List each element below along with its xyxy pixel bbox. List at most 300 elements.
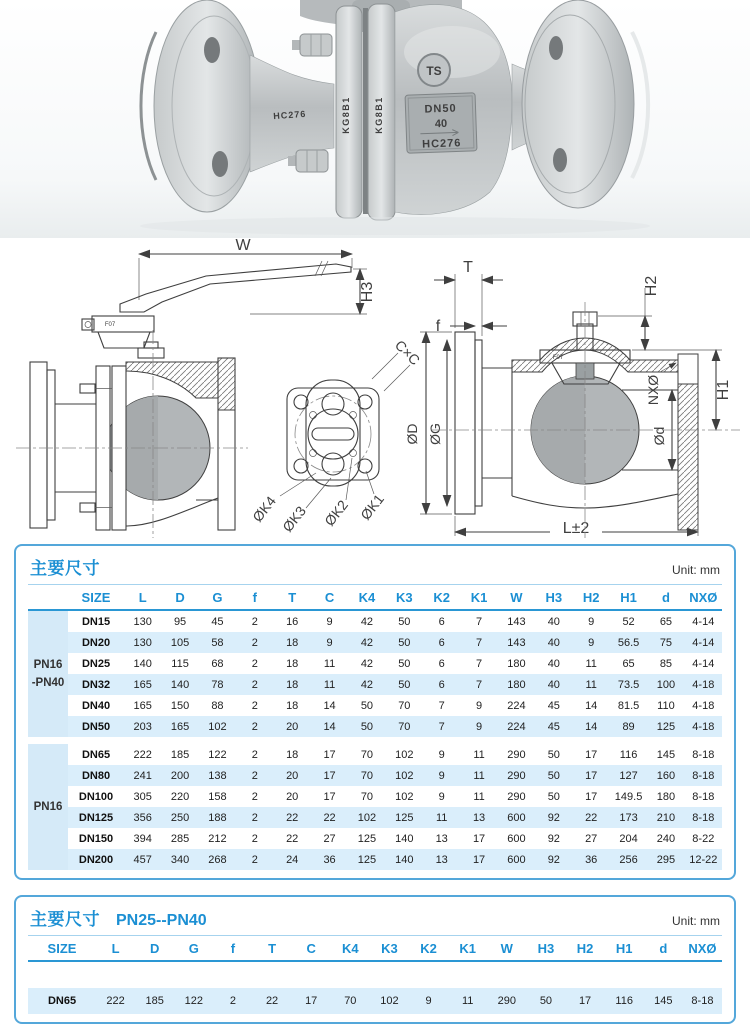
value-cell: 102 bbox=[348, 807, 385, 828]
value-cell: 17 bbox=[585, 790, 598, 803]
value-cell: 2 bbox=[236, 716, 273, 737]
plate-material: HC276 bbox=[421, 137, 462, 151]
value-cell: 56.5 bbox=[610, 632, 647, 653]
value-cell: 8-18 bbox=[683, 988, 722, 1014]
joint-cast-marking: KG8B1 bbox=[374, 96, 384, 134]
value-cell: 9 bbox=[573, 632, 610, 653]
value-cell: 116 bbox=[605, 988, 644, 1014]
dimension-drawings bbox=[0, 238, 750, 540]
value-cell: 50 bbox=[348, 716, 385, 737]
value-cell: 290 bbox=[507, 748, 526, 761]
value-cell: 20 bbox=[274, 765, 311, 786]
value-cell: 11 bbox=[585, 657, 597, 670]
value-cell: 2 bbox=[251, 657, 258, 670]
value-cell: 138 bbox=[199, 765, 236, 786]
value-cell: 42 bbox=[348, 632, 385, 653]
column-header: G bbox=[174, 936, 213, 961]
column-header: W bbox=[487, 936, 526, 961]
main-dimensions-panel bbox=[14, 544, 736, 880]
value-cell: 290 bbox=[507, 790, 526, 803]
handle-outline bbox=[120, 264, 351, 312]
value-cell: 81.5 bbox=[617, 699, 640, 712]
value-cell: 68 bbox=[211, 657, 224, 670]
value-cell: 17 bbox=[311, 765, 348, 786]
size-cell: DN65 bbox=[28, 988, 96, 1014]
nameplate bbox=[405, 93, 477, 153]
dim-label-h2: H2 bbox=[643, 275, 660, 297]
value-cell: 240 bbox=[656, 832, 676, 845]
value-cell: 9 bbox=[423, 765, 460, 786]
value-cell: 40 bbox=[535, 632, 572, 653]
size-cell: DN125 bbox=[68, 807, 124, 828]
bolt-hole bbox=[212, 151, 228, 177]
value-cell: 11 bbox=[448, 988, 487, 1014]
value-cell: 100 bbox=[647, 674, 684, 695]
value-cell: 125 bbox=[386, 807, 423, 828]
value-cell: 22 bbox=[253, 988, 292, 1014]
value-cell: 305 bbox=[133, 790, 152, 803]
value-cell: 145 bbox=[656, 748, 676, 761]
column-header: f bbox=[213, 936, 252, 961]
size-cell: DN25 bbox=[81, 657, 111, 670]
bolt-hole bbox=[204, 37, 220, 63]
value-cell: 58 bbox=[199, 632, 236, 653]
column-header: SIZE bbox=[28, 936, 96, 961]
value-cell: 256 bbox=[610, 849, 647, 870]
value-cell: 9 bbox=[438, 790, 445, 803]
value-cell: 17 bbox=[573, 765, 610, 786]
value-cell: 16 bbox=[286, 615, 299, 628]
value-cell: 356 bbox=[124, 807, 161, 828]
value-cell: 290 bbox=[487, 988, 526, 1014]
table-row bbox=[28, 807, 722, 828]
panel-title: 主要尺寸 bbox=[30, 559, 100, 578]
value-cell: 75 bbox=[647, 632, 684, 653]
value-cell: 14 bbox=[573, 716, 610, 737]
value-cell: 127 bbox=[610, 765, 647, 786]
value-cell: 18 bbox=[274, 632, 311, 653]
value-cell: 9 bbox=[588, 615, 595, 628]
column-header: T bbox=[274, 585, 311, 610]
dim-label-d-big: ØD bbox=[404, 423, 420, 445]
size-cell: DN65 bbox=[81, 748, 111, 761]
value-cell: 7 bbox=[423, 716, 460, 737]
value-cell: 11 bbox=[473, 790, 485, 803]
table-row bbox=[28, 765, 722, 786]
column-header: K3 bbox=[370, 936, 409, 961]
value-cell: 12-22 bbox=[685, 849, 722, 870]
value-cell: 50 bbox=[526, 988, 565, 1014]
value-cell: 130 bbox=[133, 615, 152, 628]
column-header: d bbox=[647, 585, 684, 610]
value-cell: 24 bbox=[274, 849, 311, 870]
value-cell: 42 bbox=[360, 615, 374, 628]
value-cell: 7 bbox=[460, 632, 497, 653]
value-cell: 115 bbox=[171, 657, 189, 670]
plate-pn: 40 bbox=[434, 117, 448, 131]
value-cell: 102 bbox=[395, 748, 414, 761]
value-cell: 17 bbox=[292, 988, 331, 1014]
dim-label-g: ØG bbox=[427, 423, 443, 445]
value-cell: 7 bbox=[460, 674, 497, 695]
value-cell: 9 bbox=[476, 699, 483, 712]
value-cell: 17 bbox=[323, 748, 336, 761]
column-header: K2 bbox=[423, 585, 460, 610]
neck-cast-marking: HC276 bbox=[272, 108, 307, 122]
value-cell: 17 bbox=[585, 748, 598, 761]
bolt-hole bbox=[553, 148, 567, 172]
group-column-header bbox=[28, 585, 68, 610]
value-cell: 17 bbox=[460, 849, 497, 870]
column-header: K3 bbox=[386, 585, 423, 610]
pn25-pn40-dimensions-panel bbox=[14, 895, 736, 1024]
value-cell: 50 bbox=[547, 790, 560, 803]
value-cell: 165 bbox=[133, 699, 152, 712]
dim-label-k2: ØK2 bbox=[321, 496, 351, 529]
column-header: W bbox=[498, 585, 535, 610]
value-cell: 50 bbox=[547, 748, 560, 761]
value-cell: 130 bbox=[124, 632, 161, 653]
value-cell: 9 bbox=[438, 748, 445, 761]
value-cell: 40 bbox=[547, 657, 560, 670]
value-cell: 40 bbox=[547, 615, 560, 628]
value-cell: 9 bbox=[460, 716, 497, 737]
table-spacer bbox=[28, 961, 722, 988]
value-cell: 70 bbox=[348, 765, 385, 786]
value-cell: 14 bbox=[311, 716, 348, 737]
value-cell: 9 bbox=[326, 615, 333, 628]
value-cell: 4-14 bbox=[692, 615, 715, 628]
bolt-hole bbox=[549, 36, 563, 60]
svg-text:TS: TS bbox=[426, 64, 442, 78]
value-cell: 45 bbox=[211, 615, 224, 628]
value-cell: 45 bbox=[547, 699, 560, 712]
column-header: G bbox=[199, 585, 236, 610]
valve-dimension-drawing bbox=[0, 238, 750, 540]
value-cell: 40 bbox=[535, 674, 572, 695]
value-cell: 2 bbox=[236, 765, 273, 786]
value-cell: 2 bbox=[251, 699, 258, 712]
value-cell: 185 bbox=[135, 988, 174, 1014]
size-cell: DN15 bbox=[81, 615, 111, 628]
value-cell: 2 bbox=[236, 632, 273, 653]
value-cell: 22 bbox=[286, 832, 299, 845]
value-cell: 2 bbox=[236, 674, 273, 695]
value-cell: 6 bbox=[423, 632, 460, 653]
value-cell: 65 bbox=[659, 615, 673, 628]
plate-dn: DN50 bbox=[424, 102, 457, 116]
size-cell: DN100 bbox=[78, 790, 114, 803]
column-header: H3 bbox=[526, 936, 565, 961]
value-cell: 70 bbox=[360, 748, 374, 761]
value-cell: 150 bbox=[170, 699, 190, 712]
value-cell: 160 bbox=[647, 765, 684, 786]
value-cell: 2 bbox=[251, 615, 258, 628]
column-header: T bbox=[253, 936, 292, 961]
value-cell: 165 bbox=[161, 716, 198, 737]
value-cell: 241 bbox=[124, 765, 161, 786]
value-cell: 50 bbox=[398, 615, 411, 628]
value-cell: 102 bbox=[386, 765, 423, 786]
dim-label-k3: ØK3 bbox=[279, 502, 309, 535]
panel-subtitle: PN25--PN40 bbox=[116, 912, 207, 929]
value-cell: 8-22 bbox=[692, 832, 715, 845]
value-cell: 50 bbox=[398, 657, 411, 670]
value-cell: 165 bbox=[124, 674, 161, 695]
size-cell: DN150 bbox=[78, 832, 114, 845]
dim-label-d-small: Ød bbox=[651, 426, 667, 446]
table-row bbox=[28, 786, 722, 807]
value-cell: 18 bbox=[286, 699, 299, 712]
column-header: H2 bbox=[566, 936, 605, 961]
value-cell: 8-18 bbox=[685, 807, 722, 828]
column-header: K1 bbox=[448, 936, 487, 961]
value-cell: 27 bbox=[585, 832, 598, 845]
table-row bbox=[28, 674, 722, 695]
column-header: K1 bbox=[460, 585, 497, 610]
value-cell: 27 bbox=[323, 832, 336, 845]
value-cell: 125 bbox=[348, 849, 385, 870]
column-header: H1 bbox=[610, 585, 647, 610]
value-cell: 224 bbox=[507, 699, 526, 712]
value-cell: 4-18 bbox=[685, 716, 722, 737]
column-header: SIZE bbox=[68, 585, 124, 610]
value-cell: 180 bbox=[507, 657, 526, 670]
dim-label-h1: H1 bbox=[715, 379, 732, 401]
value-cell: 158 bbox=[208, 790, 227, 803]
column-header: f bbox=[236, 585, 273, 610]
value-cell: 42 bbox=[348, 674, 385, 695]
dim-label-f: f bbox=[435, 318, 441, 335]
value-cell: 102 bbox=[370, 988, 409, 1014]
value-cell: 70 bbox=[360, 790, 374, 803]
size-cell: DN80 bbox=[68, 765, 124, 786]
value-cell: 122 bbox=[174, 988, 213, 1014]
value-cell: 89 bbox=[610, 716, 647, 737]
value-cell: 2 bbox=[213, 988, 252, 1014]
mounting-pad-face-view bbox=[249, 337, 423, 535]
value-cell: 9 bbox=[409, 988, 448, 1014]
value-cell: 92 bbox=[535, 849, 572, 870]
column-header: H2 bbox=[573, 585, 610, 610]
value-cell: 8-18 bbox=[692, 748, 715, 761]
table-row bbox=[28, 988, 722, 1014]
value-cell: 92 bbox=[535, 807, 572, 828]
value-cell: 4-18 bbox=[692, 699, 715, 712]
value-cell: 220 bbox=[170, 790, 190, 803]
value-cell: 50 bbox=[386, 674, 423, 695]
value-cell: 600 bbox=[498, 849, 535, 870]
table-row bbox=[28, 695, 722, 716]
unit-label: Unit: mm bbox=[672, 563, 720, 577]
value-cell: 17 bbox=[566, 988, 605, 1014]
value-cell: 140 bbox=[395, 832, 414, 845]
value-cell: 222 bbox=[133, 748, 152, 761]
value-cell: 122 bbox=[208, 748, 227, 761]
value-cell: 14 bbox=[323, 699, 336, 712]
value-cell: 50 bbox=[360, 699, 374, 712]
value-cell: 102 bbox=[395, 790, 414, 803]
value-cell: 457 bbox=[124, 849, 161, 870]
value-cell: 17 bbox=[472, 832, 486, 845]
value-cell: 88 bbox=[211, 699, 224, 712]
value-cell: 8-18 bbox=[692, 790, 715, 803]
value-cell: 22 bbox=[573, 807, 610, 828]
value-cell: 143 bbox=[498, 632, 535, 653]
column-header: L bbox=[96, 936, 135, 961]
value-cell: 185 bbox=[170, 748, 190, 761]
value-cell: 116 bbox=[619, 748, 638, 761]
ground-shadow bbox=[140, 217, 650, 235]
value-cell: 11 bbox=[423, 807, 460, 828]
value-cell: 6 bbox=[438, 615, 445, 628]
value-cell: 188 bbox=[199, 807, 236, 828]
value-cell: 143 bbox=[507, 615, 526, 628]
table-row bbox=[28, 716, 722, 737]
value-cell: 7 bbox=[476, 657, 483, 670]
value-cell: 173 bbox=[610, 807, 647, 828]
value-cell: 73.5 bbox=[610, 674, 647, 695]
value-cell: 18 bbox=[286, 748, 299, 761]
column-header: NXØ bbox=[683, 936, 722, 961]
dim-label-h3: H3 bbox=[359, 281, 376, 303]
pn25-pn40-dimensions-table bbox=[28, 936, 722, 1014]
value-cell: 45 bbox=[535, 716, 572, 737]
value-cell: 2 bbox=[251, 832, 258, 845]
value-cell: 42 bbox=[360, 657, 374, 670]
value-cell: 2 bbox=[251, 748, 258, 761]
value-cell: 290 bbox=[498, 765, 535, 786]
value-cell: 4-18 bbox=[685, 674, 722, 695]
value-cell: 224 bbox=[498, 716, 535, 737]
value-cell: 7 bbox=[438, 699, 445, 712]
value-cell: 50 bbox=[535, 765, 572, 786]
value-cell: 2 bbox=[236, 849, 273, 870]
unit-label: Unit: mm bbox=[672, 914, 720, 928]
value-cell: 7 bbox=[476, 615, 483, 628]
value-cell: 140 bbox=[133, 657, 152, 670]
value-cell: 52 bbox=[622, 615, 635, 628]
value-cell: 180 bbox=[656, 790, 676, 803]
value-cell: 180 bbox=[498, 674, 535, 695]
value-cell: 2 bbox=[236, 807, 273, 828]
column-header: D bbox=[135, 936, 174, 961]
value-cell: 20 bbox=[274, 716, 311, 737]
table-row bbox=[28, 653, 722, 674]
value-cell: 200 bbox=[161, 765, 198, 786]
table-row bbox=[28, 632, 722, 653]
value-cell: 14 bbox=[585, 699, 598, 712]
value-cell: 50 bbox=[386, 632, 423, 653]
column-header: d bbox=[644, 936, 683, 961]
value-cell: 70 bbox=[386, 716, 423, 737]
value-cell: 11 bbox=[460, 765, 497, 786]
value-cell: 4-14 bbox=[692, 657, 715, 670]
value-cell: 18 bbox=[286, 657, 299, 670]
value-cell: 4-14 bbox=[685, 632, 722, 653]
value-cell: 600 bbox=[507, 832, 526, 845]
value-cell: 78 bbox=[199, 674, 236, 695]
column-header: K4 bbox=[348, 585, 385, 610]
dim-label-cxc: C×C bbox=[391, 336, 424, 369]
value-cell: 125 bbox=[647, 716, 684, 737]
value-cell: 11 bbox=[473, 748, 485, 761]
value-cell: 36 bbox=[311, 849, 348, 870]
value-cell: 210 bbox=[647, 807, 684, 828]
panel-header bbox=[28, 903, 722, 931]
value-cell: 13 bbox=[460, 807, 497, 828]
pressure-group-label: PN16 -PN40 bbox=[28, 610, 68, 737]
value-cell: 105 bbox=[161, 632, 198, 653]
value-cell: 11 bbox=[311, 674, 348, 695]
value-cell: 22 bbox=[311, 807, 348, 828]
value-cell: 36 bbox=[573, 849, 610, 870]
value-cell: 102 bbox=[199, 716, 236, 737]
value-cell: 95 bbox=[173, 615, 187, 628]
side-view bbox=[404, 259, 740, 538]
table-row bbox=[28, 610, 722, 632]
value-cell: 70 bbox=[398, 699, 411, 712]
size-cell: DN50 bbox=[68, 716, 124, 737]
value-cell: 340 bbox=[161, 849, 198, 870]
value-cell: 600 bbox=[498, 807, 535, 828]
joint-cast-marking: KG8B1 bbox=[341, 96, 351, 134]
value-cell: 125 bbox=[357, 832, 377, 845]
value-cell: 18 bbox=[274, 674, 311, 695]
dim-label-k1: ØK1 bbox=[357, 490, 387, 523]
value-cell: 85 bbox=[659, 657, 673, 670]
value-cell: 394 bbox=[133, 832, 152, 845]
value-cell: 6 bbox=[423, 674, 460, 695]
table-row bbox=[28, 849, 722, 870]
column-header: NXØ bbox=[685, 585, 722, 610]
value-cell: 70 bbox=[331, 988, 370, 1014]
value-cell: 6 bbox=[438, 657, 445, 670]
value-cell: 13 bbox=[435, 832, 448, 845]
ts-stamp bbox=[418, 54, 450, 86]
value-cell: 212 bbox=[208, 832, 227, 845]
table-row bbox=[28, 744, 722, 765]
value-cell: 222 bbox=[96, 988, 135, 1014]
value-cell: 140 bbox=[386, 849, 423, 870]
dim-label-nxd: NXØ bbox=[645, 374, 661, 406]
value-cell: 13 bbox=[423, 849, 460, 870]
value-cell: 149.5 bbox=[614, 790, 643, 803]
value-cell: 65 bbox=[622, 657, 635, 670]
value-cell: 250 bbox=[161, 807, 198, 828]
column-header: D bbox=[161, 585, 198, 610]
value-cell: 140 bbox=[161, 674, 198, 695]
column-header: L bbox=[124, 585, 161, 610]
pad-label: F07 bbox=[552, 355, 564, 361]
value-cell: 203 bbox=[124, 716, 161, 737]
size-cell: DN20 bbox=[68, 632, 124, 653]
value-cell: 8-18 bbox=[685, 765, 722, 786]
value-cell: 11 bbox=[323, 657, 336, 670]
column-header: C bbox=[292, 936, 331, 961]
size-cell: DN32 bbox=[68, 674, 124, 695]
body-joint-flanges bbox=[336, 4, 395, 220]
value-cell: 295 bbox=[647, 849, 684, 870]
value-cell: 11 bbox=[573, 674, 610, 695]
panel-header bbox=[28, 552, 722, 580]
value-cell: 2 bbox=[251, 790, 258, 803]
pad-label: F07 bbox=[104, 322, 116, 328]
value-cell: 20 bbox=[286, 790, 299, 803]
product-photo bbox=[0, 0, 750, 238]
dim-label-k4: ØK4 bbox=[249, 492, 279, 525]
ball-valve-photo-illustration bbox=[0, 0, 750, 238]
